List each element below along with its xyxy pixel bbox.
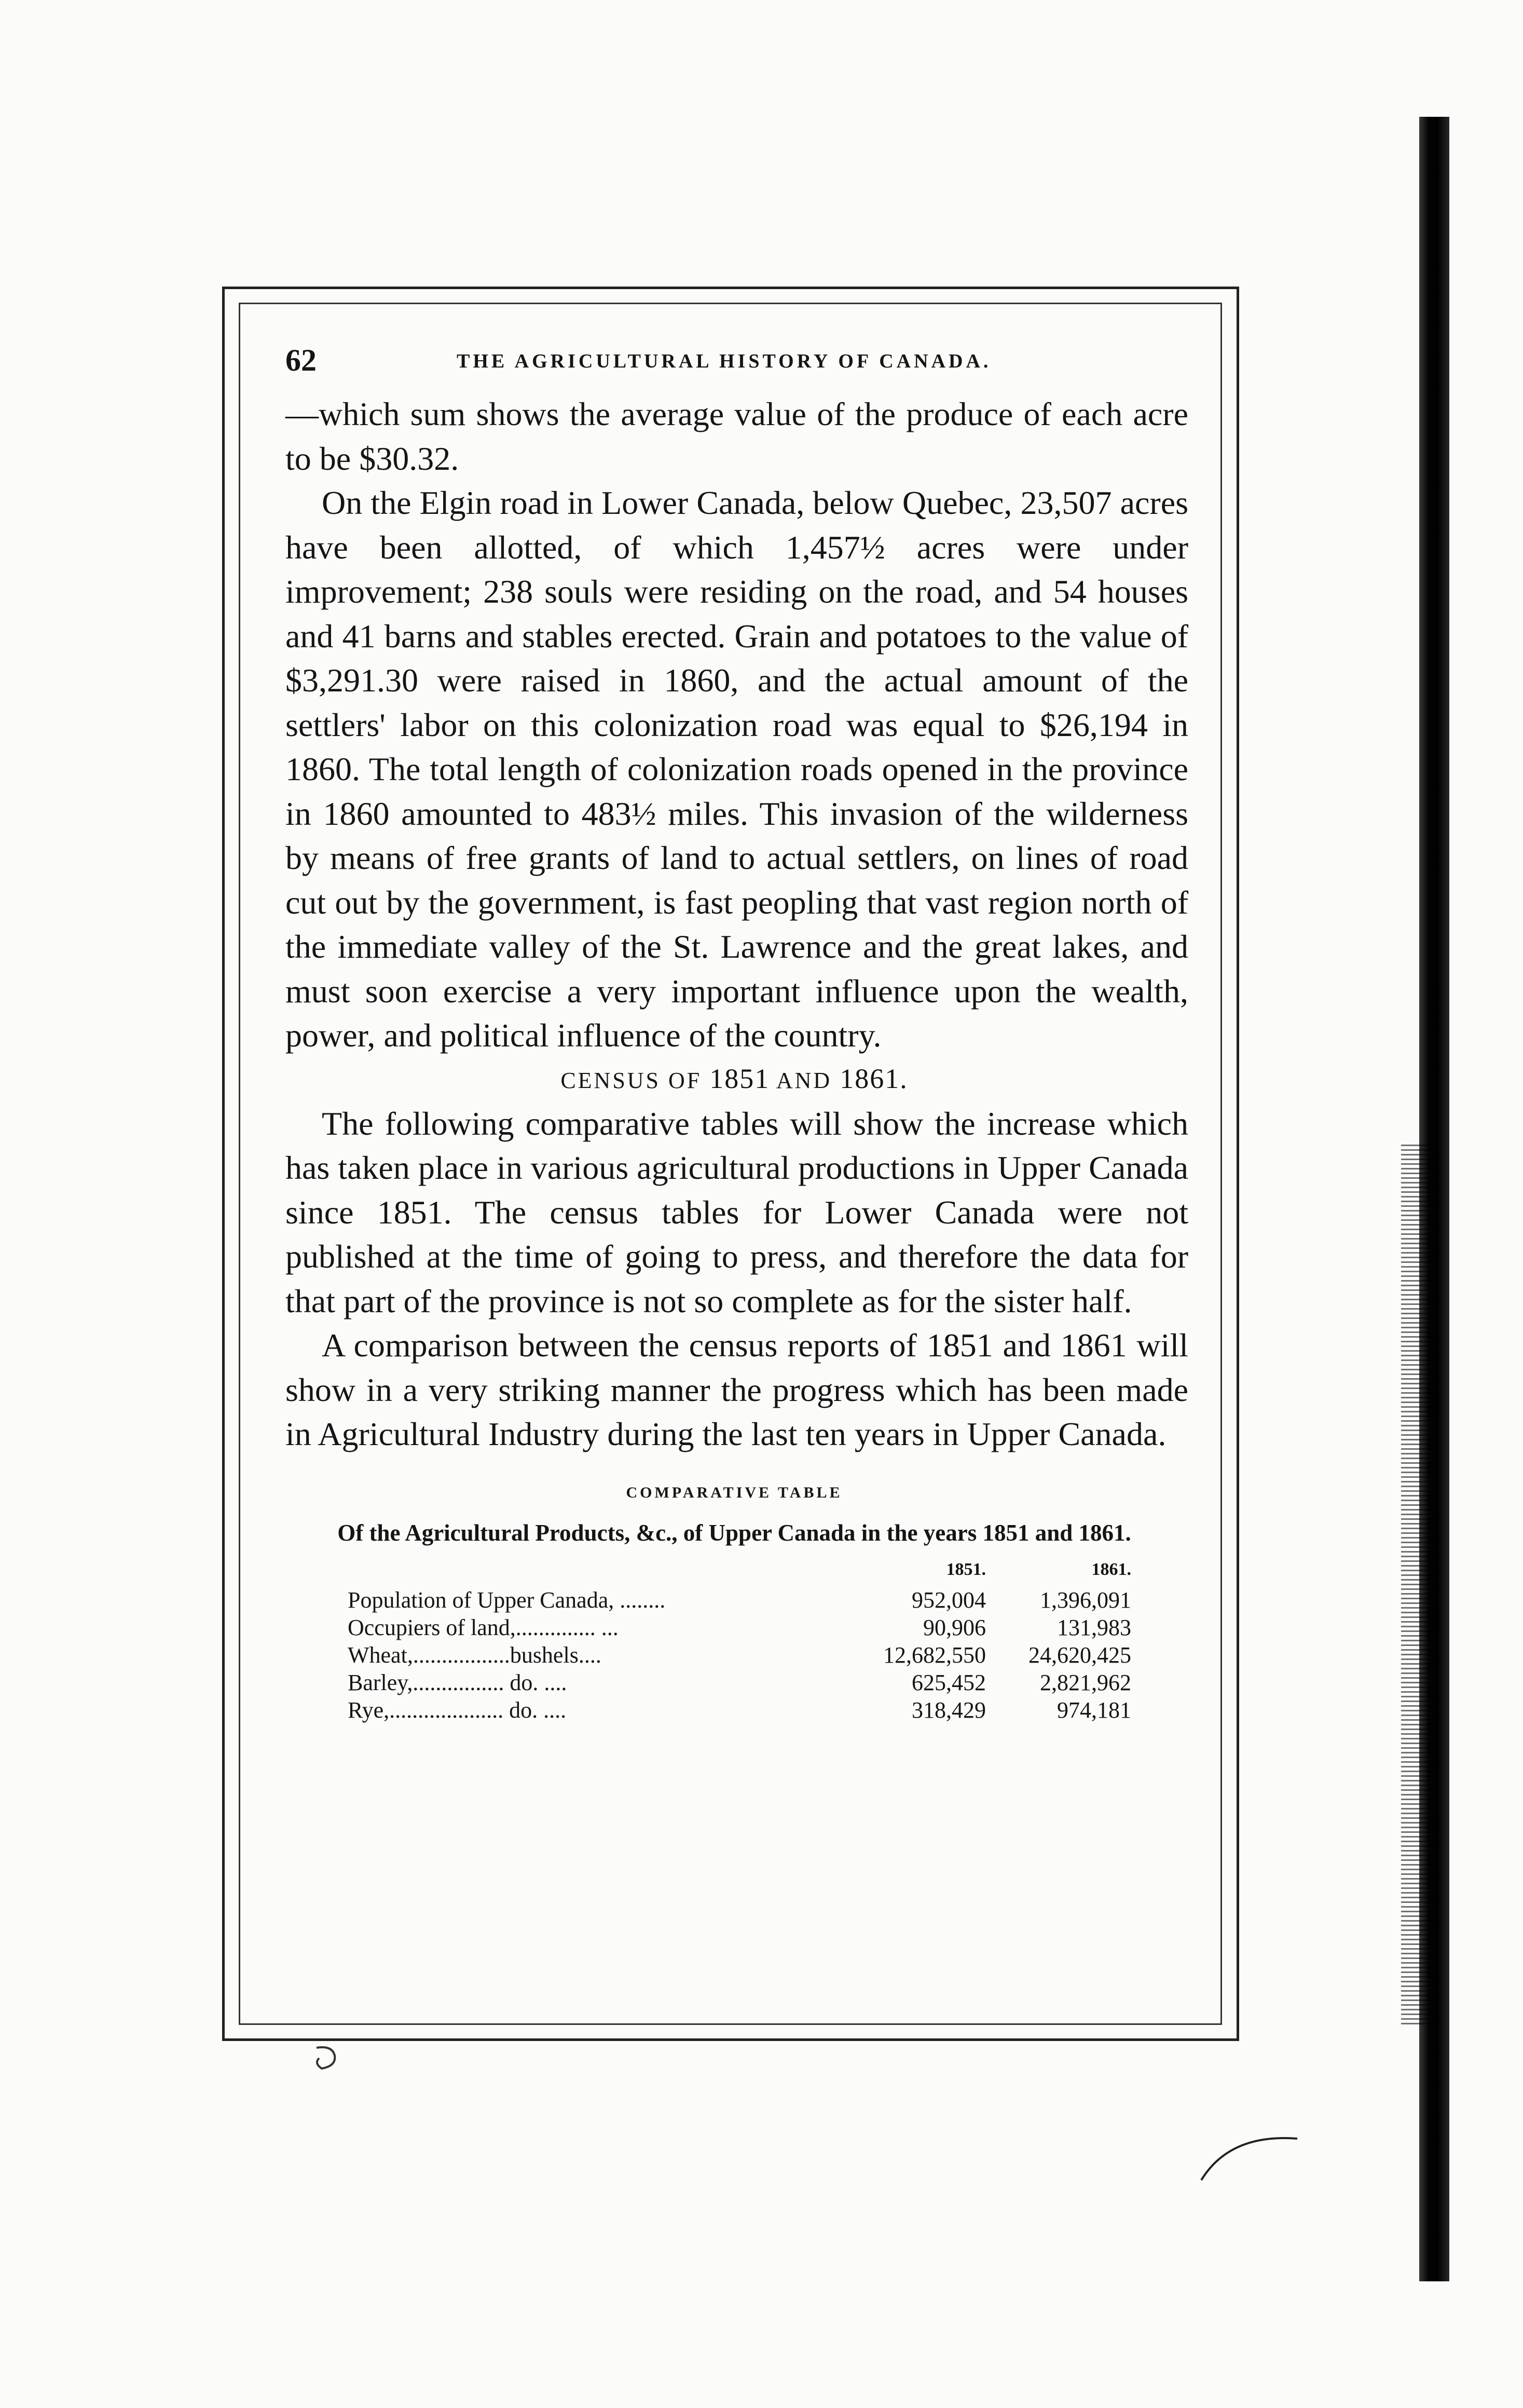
row-value-1861: 974,181 xyxy=(1057,1697,1131,1723)
row-value-1861: 131,983 xyxy=(1057,1614,1131,1640)
row-label: Occupiers of land,.............. ... xyxy=(348,1614,619,1640)
scan-stroke-mark xyxy=(1199,2123,1302,2185)
section-paragraph-2: A comparison between the census reports of 1851 and 1861 will show in a very striking manner the progress which has been made in Agricultural Industry during the last ten years in Upper Canada. xyxy=(285,1327,1188,1452)
table-row xyxy=(348,1696,1131,1724)
row-value-1851: 625,452 xyxy=(912,1669,986,1695)
table-header-1861: 1861. xyxy=(1091,1559,1131,1579)
comparative-table xyxy=(348,1556,1131,1724)
row-value-1851: 12,682,550 xyxy=(883,1642,986,1668)
table-row xyxy=(348,1614,1131,1641)
row-label: Wheat,.................bushels.... xyxy=(348,1642,601,1668)
paragraph-1: —which sum shows the average value of the produce of each acre to be $30.32. xyxy=(285,396,1188,477)
running-head: THE AGRICULTURAL HISTORY OF CANADA. xyxy=(457,350,992,372)
row-label: Barley,................ do. .... xyxy=(348,1669,567,1695)
table-row xyxy=(348,1669,1131,1696)
table-header-row xyxy=(348,1556,1131,1586)
page-number: 62 xyxy=(285,343,317,377)
section-heading-and: AND xyxy=(776,1067,832,1093)
row-value-1851: 318,429 xyxy=(912,1697,986,1723)
page-header xyxy=(270,343,1199,392)
table-title: COMPARATIVE TABLE xyxy=(626,1484,843,1501)
page-content xyxy=(270,343,1199,1724)
page-edge-texture xyxy=(1401,1142,1432,2024)
row-label: Rye,.................... do. .... xyxy=(348,1697,567,1723)
section-heading xyxy=(270,1058,1199,1101)
section-heading-prefix: CENSUS OF xyxy=(560,1067,702,1093)
row-value-1861: 1,396,091 xyxy=(1040,1587,1131,1613)
row-value-1861: 24,620,425 xyxy=(1028,1642,1131,1668)
row-value-1861: 2,821,962 xyxy=(1040,1669,1131,1695)
table-row xyxy=(348,1586,1131,1614)
section-heading-year1: 1851 xyxy=(709,1063,770,1094)
row-value-1851: 952,004 xyxy=(912,1587,986,1613)
paragraph-2: On the Elgin road in Lower Canada, below Quebec, 23,507 acres have been allotted, of which 1,457½ acres were under improvement; 238 souls were residing on the road, and 54 houses and 41 barns and stables erected. Grain and potatoes to the value of $3,291.30 were raised in 1860, and the actual amount of the settlers' labor on this colonization road was equal to $26,194 in 1860. The total length of colonization roads opened in the province in 1860 amounted to 483½ miles. This invasion of the wilderness by means of free grants of land to actual settlers, on lines of road cut out by the government, is fast peopling that vast region north of the immediate valley of the St. Lawrence and the great lakes, and must soon exercise a very important influence upon the wealth, power, and political influence of the country. xyxy=(285,484,1188,1054)
table-subtitle: Of the Agricultural Products, &c., of Upper Canada in the years 1851 and 1861. xyxy=(337,1519,1131,1546)
table-header-1851: 1851. xyxy=(946,1559,986,1579)
section-paragraph-1: The following comparative tables will show the increase which has taken place in various agricultural productions in Upper Canada since 1851. The census tables for Lower Canada were not published at the time of going to press, and therefore the data for that part of the province is not so complete as for the sister half. xyxy=(285,1105,1188,1319)
table-header-label xyxy=(348,1556,867,1586)
row-label: Population of Upper Canada, ........ xyxy=(348,1587,666,1613)
row-value-1851: 90,906 xyxy=(923,1614,986,1640)
section-heading-year2: 1861. xyxy=(840,1063,908,1094)
table-row xyxy=(348,1641,1131,1669)
scan-blot-mark xyxy=(311,2043,342,2074)
